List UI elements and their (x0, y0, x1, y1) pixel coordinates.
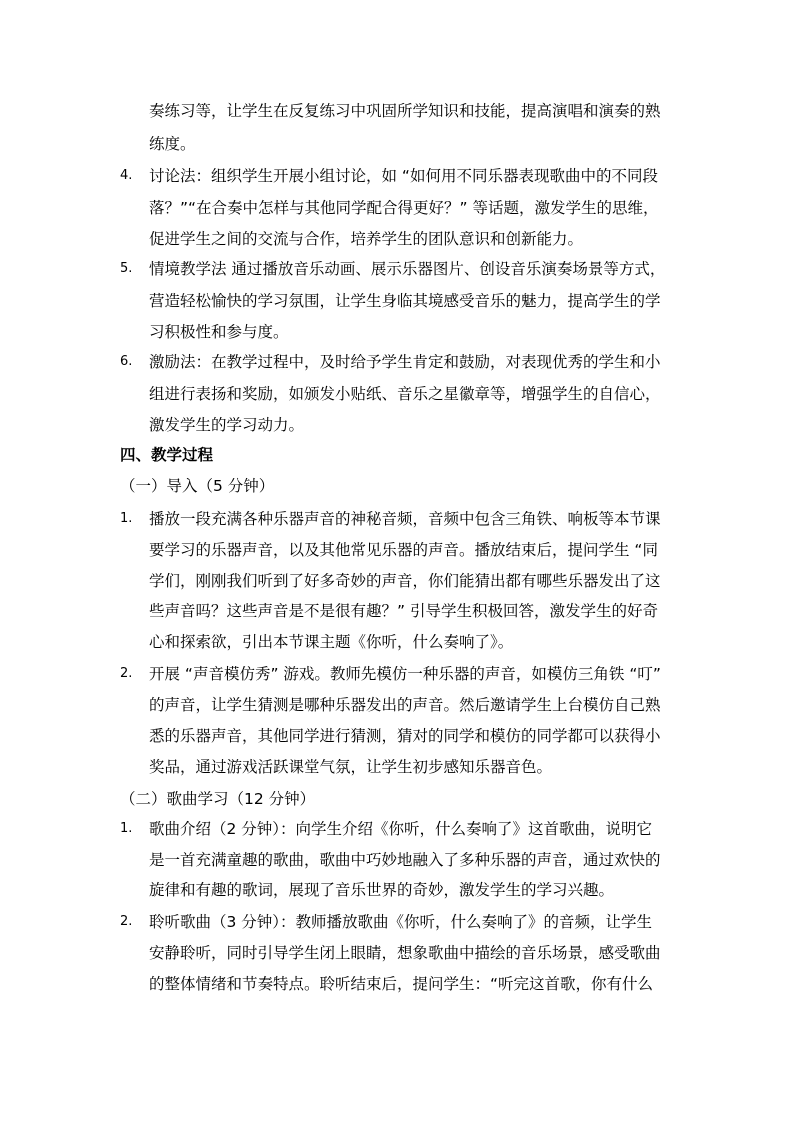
list-item-line: 悉的乐器声音，其他同学进行猜测，猜对的同学和模仿的同学都可以获得小 (149, 727, 661, 745)
list-item-line: 的整体情绪和节奏特点。聆听结束后，提问学生：“听完这首歌，你有什么 (149, 975, 654, 993)
list-item-line: 要学习的乐器声音，以及其他常见乐器的声音。播放结束后，提问学生 “同 (149, 541, 658, 559)
paragraph-line: 奏练习等，让学生在反复练习中巩固所学知识和技能，提高演唱和演奏的熟 (149, 102, 661, 120)
list-number: 4. (120, 168, 133, 183)
list-item-line: 奖品，通过游戏活跃课堂气氛，让学生初步感知乐器音色。 (149, 758, 553, 776)
list-item-line: 的声音，让学生猜测是哪种乐器发出的声音。然后邀请学生上台模仿自己熟 (149, 696, 661, 714)
list-item-line: 开展 “声音模仿秀” 游戏。教师先模仿一种乐器的声音，如模仿三角铁 “叮” (149, 665, 661, 683)
subsection-title: （二）歌曲学习（12 分钟） (120, 790, 316, 808)
list-number: 1. (120, 511, 133, 526)
list-number: 2. (120, 914, 133, 929)
list-number: 2. (120, 666, 133, 681)
list-item-line: 安静聆听，同时引导学生闭上眼睛，想象歌曲中描绘的音乐场景，感受歌曲 (149, 944, 661, 962)
list-item-line: 落？”“在合奏中怎样与其他同学配合得更好？” 等话题，激发学生的思维， (149, 199, 659, 217)
paragraph-line: 练度。 (149, 135, 196, 153)
list-item-line: 心和探索欲，引出本节课主题《你听，什么奏响了》。 (149, 633, 514, 651)
list-item-line: 学们，刚刚我们听到了好多奇妙的声音，你们能猜出都有哪些乐器发出了这 (149, 572, 661, 590)
list-number: 5. (120, 261, 133, 276)
list-item-line: 组进行表扬和奖励，如颁发小贴纸、音乐之星徽章等，增强学生的自信心， (149, 385, 661, 403)
list-item-line: 些声音吗？这些声音是不是很有趣？” 引导学生积极回答，激发学生的好奇 (149, 602, 658, 620)
list-item-line: 播放一段充满各种乐器声音的神秘音频，音频中包含三角铁、响板等本节课 (149, 510, 661, 528)
subsection-title: （一）导入（5 分钟） (120, 477, 275, 495)
list-item-line: 讨论法：组织学生开展小组讨论，如 “如何用不同乐器表现歌曲中的不同段 (149, 167, 658, 185)
list-number: 1. (120, 821, 133, 836)
list-item-line: 激励法：在教学过程中，及时给予学生肯定和鼓励，对表现优秀的学生和小 (149, 353, 661, 371)
list-item-line: 是一首充满童趣的歌曲，歌曲中巧妙地融入了多种乐器的声音，通过欢快的 (149, 851, 661, 869)
section-heading: 四、教学过程 (120, 446, 214, 464)
list-item-line: 聆听歌曲（3 分钟）：教师播放歌曲《你听，什么奏响了》的音频，让学生 (149, 913, 653, 931)
list-number: 6. (120, 354, 133, 369)
list-item-line: 促进学生之间的交流与合作，培养学生的团队意识和创新能力。 (149, 230, 584, 248)
list-item-line: 旋律和有趣的歌词，展现了音乐世界的奇妙，激发学生的学习兴趣。 (149, 881, 615, 899)
list-item-line: 营造轻松愉快的学习氛围，让学生身临其境感受音乐的魅力，提高学生的学 (149, 292, 661, 310)
list-item-line: 情境教学法 通过播放音乐动画、展示乐器图片、创设音乐演奏场景等方式， (149, 260, 666, 278)
list-item-line: 歌曲介绍（2 分钟）：向学生介绍《你听，什么奏响了》这首歌曲，说明它 (149, 820, 653, 838)
list-item-line: 激发学生的学习动力。 (149, 416, 305, 434)
list-item-line: 习积极性和参与度。 (149, 323, 289, 341)
